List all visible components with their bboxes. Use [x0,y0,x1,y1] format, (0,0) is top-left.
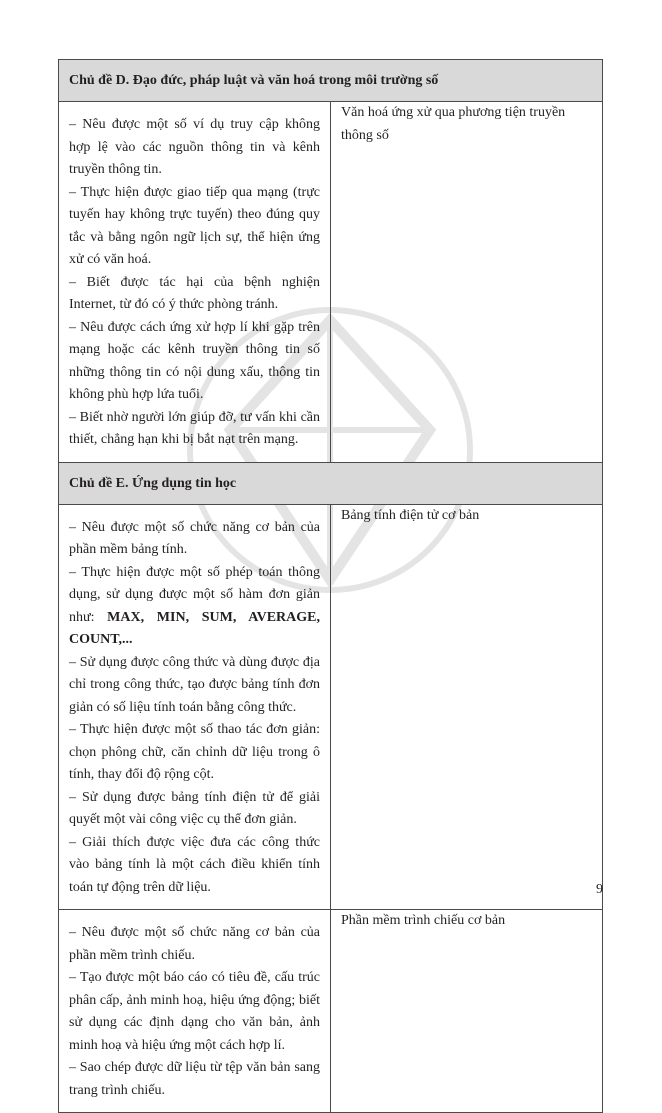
requirement-item: – Nêu được một số chức năng cơ bản của phần mềm trình chiếu. [69,925,320,963]
requirement-item: – Tạo được một báo cáo có tiêu đề, cấu trúc phân cấp, ảnh minh hoạ, hiệu ứng động; biết sử dụng các định dạng cho văn bản, ảnh minh hoạ và hiệu ứng một cách hợp lí. [69,970,320,1053]
requirement-item: – Nêu được cách ứng xử hợp lí khi gặp trên mạng hoặc các kênh truyền thông tin số những thông tin có nội dung xấu, thông tin không phù hợp lứa tuổi. [69,319,320,402]
requirement-item: – Thực hiện được giao tiếp qua mạng (trực tuyến hay không trực tuyến) theo đúng quy tắc và bằng ngôn ngữ lịch sự, thể hiện ứng xử có văn hoá. [69,184,320,267]
spreadsheet-topic: Bảng tính điện tử cơ bản [331,504,603,910]
section-d-heading: Chủ đề D. Đạo đức, pháp luật và văn hoá trong môi trường số [59,60,603,102]
presentation-topic: Phần mềm trình chiếu cơ bản [331,910,603,1113]
presentation-requirements [59,910,331,1113]
section-e-heading: Chủ đề E. Ứng dụng tin học [59,462,603,504]
requirement-item: – Nêu được một số chức năng cơ bản của phần mềm bảng tính. [69,519,320,557]
requirement-item: – Sử dụng được công thức và dùng được địa chỉ trong công thức, tạo được bảng tính đơn giản có số liệu tính toán bằng công thức. [69,654,320,715]
section-d-topic: Văn hoá ứng xử qua phương tiện truyền thông số [331,102,603,463]
requirement-item: – Thực hiện được một số phép toán thông dụng, sử dụng được một số hàm đơn giản như: MAX, MIN, SUM, AVERAGE, COUNT,... [69,564,320,647]
requirement-item: – Sao chép được dữ liệu từ tệp văn bản sang trang trình chiếu. [69,1060,320,1098]
requirement-item: – Giải thích được việc đưa các công thức vào bảng tính là một cách điều khiển tính toán tự động trên dữ liệu. [69,834,320,895]
requirement-item: – Sử dụng được bảng tính điện tử để giải quyết một vài công việc cụ thể đơn giản. [69,789,320,827]
requirement-item: – Thực hiện được một số thao tác đơn giản: chọn phông chữ, căn chỉnh dữ liệu trong ô tính, thay đổi độ rộng cột. [69,722,320,782]
section-d-requirements [59,102,331,463]
spreadsheet-requirements [59,504,331,910]
requirement-item: – Nêu được một số ví dụ truy cập không hợp lệ vào các nguồn thông tin và kênh truyền thông tin. [69,117,320,177]
page-number: 9 [596,882,603,897]
requirement-item: – Biết được tác hại của bệnh nghiện Internet, từ đó có ý thức phòng tránh. [69,274,320,312]
curriculum-table [58,59,603,1113]
requirement-item: – Biết nhờ người lớn giúp đỡ, tư vấn khi cần thiết, chẳng hạn khi bị bắt nạt trên mạng. [69,409,320,447]
